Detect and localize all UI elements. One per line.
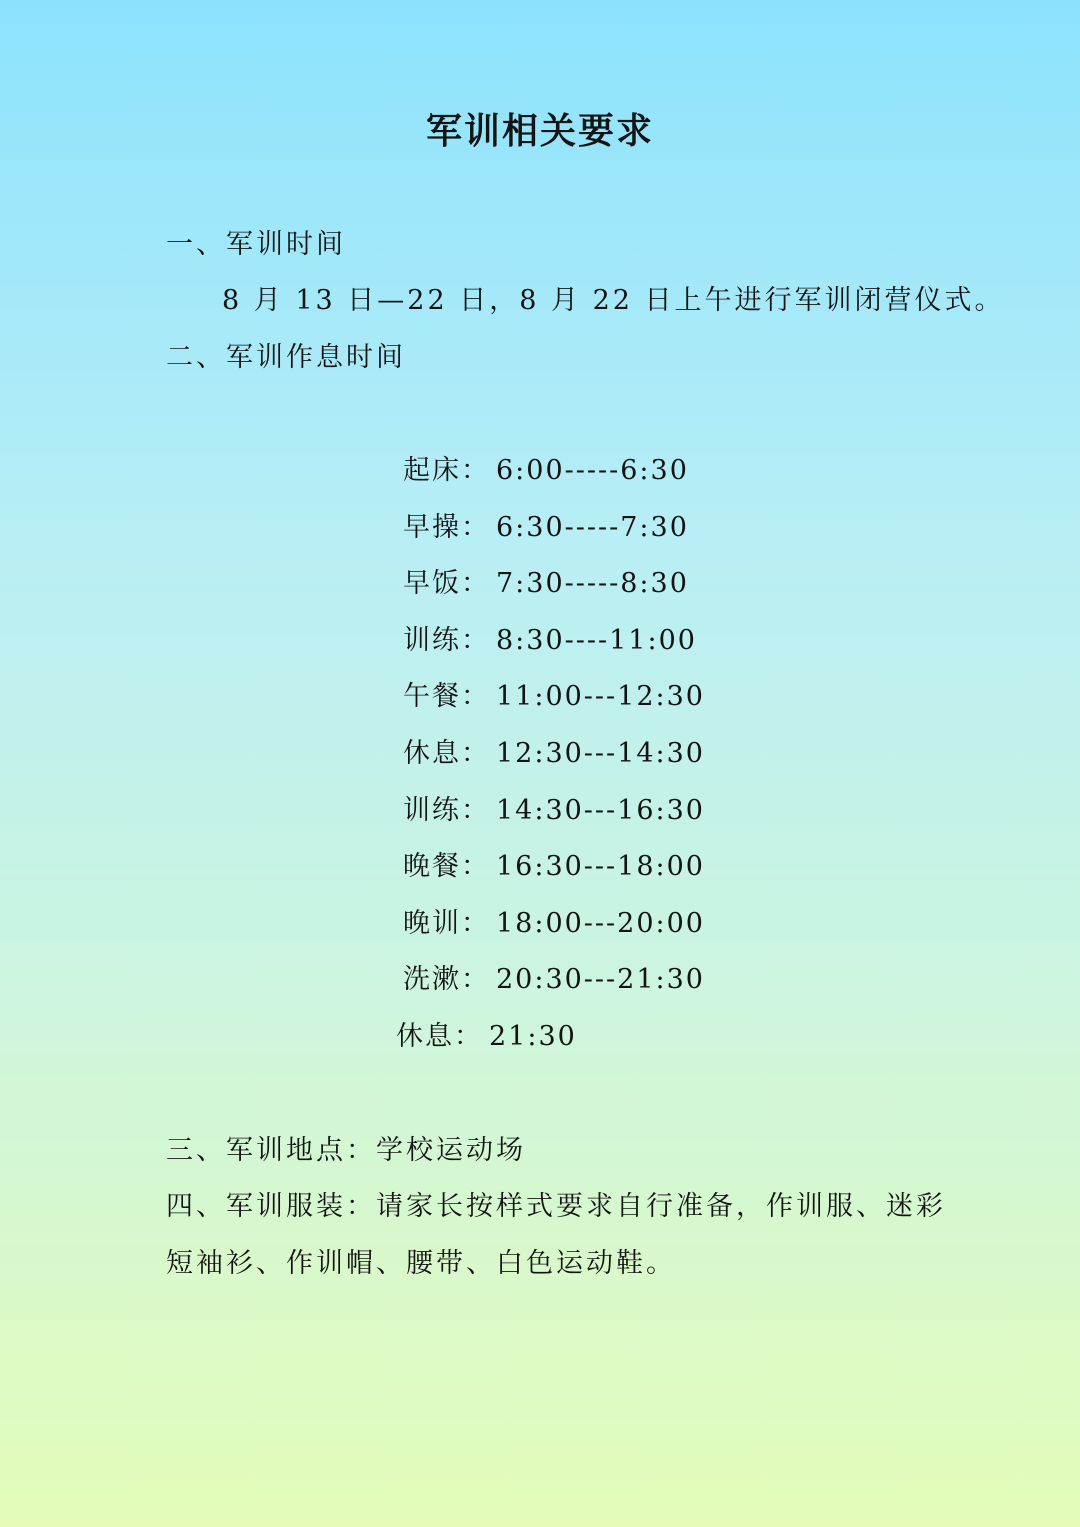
section-2-heading: 二、军训作息时间 [166,342,406,373]
schedule-item [403,736,705,793]
schedule-item [396,1019,705,1076]
section-4-line-1: 四、军训服装：请家长按样式要求自行准备，作训服、迷彩 [166,1191,946,1222]
schedule-label: 休息： [396,1020,483,1052]
schedule-label: 午餐： [403,681,490,713]
schedule-item [403,793,705,850]
schedule-label: 早饭： [403,568,490,600]
schedule-label: 晚餐： [403,851,490,883]
schedule-time: 6:30-----7:30 [496,511,689,543]
schedule-item [403,962,705,1019]
section-4-line-2: 短袖衫、作训帽、腰带、白色运动鞋。 [166,1248,676,1279]
schedule-item [403,453,705,510]
schedule-list [396,453,705,1076]
schedule-time: 12:30---14:30 [496,737,705,769]
schedule-time: 11:00---12:30 [496,681,705,713]
schedule-item [403,679,705,736]
schedule-label: 晚训： [403,907,490,939]
schedule-time: 14:30---16:30 [496,794,705,826]
schedule-time: 7:30-----8:30 [496,568,689,600]
schedule-item [403,906,705,963]
schedule-label: 休息： [403,737,490,769]
schedule-item [403,623,705,680]
schedule-item [403,849,705,906]
page-title: 军训相关要求 [425,111,654,152]
schedule-label: 训练： [403,624,490,656]
schedule-item [403,566,705,623]
section-1-body: 8 月 13 日—22 日，8 月 22 日上午进行军训闭营仪式。 [222,285,1005,316]
section-1-heading: 一、军训时间 [166,229,346,260]
schedule-label: 起床： [403,455,490,486]
schedule-time: 18:00---20:00 [496,907,705,939]
schedule-time: 21:30 [489,1020,577,1052]
schedule-time: 6:00-----6:30 [496,455,689,486]
schedule-label: 训练： [403,794,490,826]
schedule-item [403,510,705,567]
schedule-time: 20:30---21:30 [496,964,705,996]
schedule-time: 8:30----11:00 [496,624,697,656]
schedule-label: 洗漱： [403,964,490,996]
section-3-location: 三、军训地点：学校运动场 [166,1135,526,1166]
schedule-label: 早操： [403,511,490,543]
schedule-time: 16:30---18:00 [496,851,705,883]
